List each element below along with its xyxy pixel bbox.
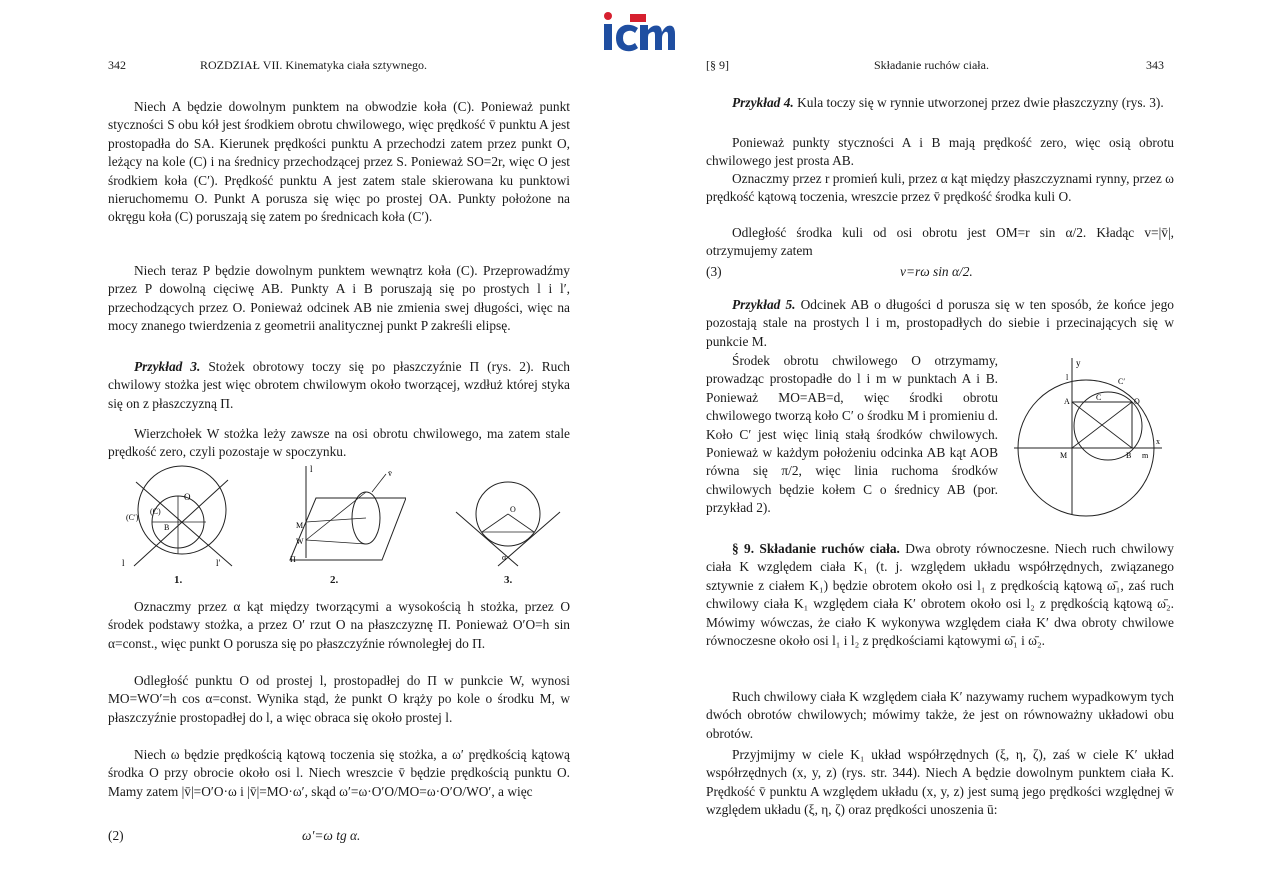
svg-text:l: l — [1066, 373, 1069, 382]
svg-text:C: C — [1096, 393, 1102, 402]
right-page-header — [706, 58, 1174, 80]
right-page — [706, 58, 1174, 818]
svg-text:B: B — [1126, 451, 1132, 460]
svg-text:l: l — [310, 464, 313, 474]
svg-text:O: O — [184, 492, 191, 502]
svg-text:A: A — [1064, 397, 1070, 406]
example-label: Przykład 3. — [134, 359, 201, 374]
paragraph: Niech ω będzie prędkością kątową toczenia się stożka, a ω′ prędkością kątową środka O przy obrocie około osi l. Niech wreszcie v̄ będzie prędkością punktu O. Mamy zatem |v̄|=O′O·ω i |v̄|=MO·ω′, skąd ω′=ω·O′O/MO=ω·O′O/WO′, a więc — [108, 747, 570, 799]
figure-3-diagram — [452, 462, 562, 572]
section-marker: [§ 9] — [706, 58, 729, 72]
paragraph: Niech A będzie dowolnym punktem na obwodzie koła (C). Ponieważ punkt styczności S obu kół jest środkiem obrotu chwilowego, więc prędkość v̄ punktu A jest prostopadła do SA. Kierunek prędkości punktu A przechodzi zatem przez punkt O, leżący na kole (C) i na średnicy przechodzącej przez S. Ponieważ SO=2r, więc O jest środkiem koła (C′). Prędkość punktu A jest zatem stale skierowana ku punktowi nieruchomemu O. Punkt A porusza się więc po prostej OA. Punkty położone na okręgu koła (C) poruszają się zatem po średnicach koła (C′). — [108, 99, 570, 225]
right-page-number: 343 — [1146, 58, 1164, 72]
svg-text:O: O — [510, 505, 516, 514]
svg-text:Π: Π — [290, 555, 296, 564]
svg-text:v̄: v̄ — [388, 469, 392, 478]
svg-text:x: x — [1156, 437, 1160, 446]
section-paragraph — [706, 540, 1174, 650]
figure-1-diagram — [116, 462, 236, 572]
section-text: Dwa obroty równoczesne. Niech ruch chwilowy ciała K względem ciała K₁ (t. j. względem układu współrzędnych, związanego sztywnie z ciałem K₁) będzie obrotem około osi l₁ z prędkością kątową ω̄₁, zaś ruch chwilowy ciała K₁ względem ciała K′ obrotem około osi l₂ z prędkością kątową ω̄₂. Mówimy wówczas, że ciało K wykonywa względem ciała K′ dwa obroty chwilowe równoczesne około osi l₁ i l₂ z prędkościami kątowymi ω̄₁ i ω̄₂. — [706, 541, 1174, 649]
paragraph: Wierzchołek W stożka leży zawsze na osi obrotu chwilowego, ma zatem stale prędkość zero, czyli pozostaje w spoczynku. — [108, 426, 570, 460]
section-heading: § 9. Składanie ruchów ciała. — [732, 541, 900, 556]
equation: ω′=ω tg α. — [302, 828, 361, 843]
paragraph: Oznaczmy przez α kąt między tworzącymi a wysokością h stożka, przez O środek podstawy stożka, a przez O′ rzut O na płaszczyznę Π. Ponieważ O′O=h sin α=const., więc punkt O porusza się po płaszczyźnie równoległej do Π. — [108, 599, 570, 651]
left-page — [108, 58, 570, 843]
equation-number: (2) — [108, 828, 124, 843]
example-text: Odcinek AB o długości d porusza się w ten sposób, że końce jego pozostają stale na prostych l i m, prostopadłych do siebie i przecinających się w punkcie M. — [706, 297, 1174, 349]
svg-text:m: m — [1142, 451, 1149, 460]
paragraph: Ruch chwilowy ciała K względem ciała K′ nazywamy ruchem wypadkowym tych dwóch obrotów chwilowych; mówimy także, że jest on równoważny układowi obu obrotów. — [706, 689, 1174, 741]
right-page-running-title: Składanie ruchów ciała. — [874, 58, 989, 72]
equation-number: (3) — [706, 264, 722, 279]
svg-text:M: M — [1060, 451, 1068, 460]
paragraph: Niech teraz P będzie dowolnym punktem wewnątrz koła (C). Przeprowadźmy przez P dowolną cięciwę AB. Punkty A i B poruszają się po prostych l i l′, przechodzących przez O. Ponieważ odcinek AB nie zmienia swej długości, więc na mocy znanego twierdzenia z geometrii analitycznej punkt P zakreśli elipsę. — [108, 263, 570, 334]
svg-text:W: W — [296, 537, 304, 546]
paragraph: Oznaczmy przez r promień kuli, przez α kąt między płaszczyznami rynny, przez ω prędkość kątową toczenia, wreszcie przez v̄ prędkość środka kuli O. — [706, 171, 1174, 205]
svg-text:l: l — [122, 558, 125, 568]
equation: v=rω sin α/2. — [900, 264, 973, 279]
paragraph: Środek obrotu chwilowego O otrzymamy, prowadząc prostopadłe do l i m w punktach A i B. Ponieważ MO=AB=d, więc środki obrotu chwilowego tworzą koło C′ o środku M i promieniu d. Koło C′ jest więc linią stałą środków chwilowych. Ponieważ w każdym położeniu odcinka AB kąt AOB równa się π/2, więc linia ruchoma środków chwilowych będzie kołem C o średnicy AB (por. przykład 2). — [706, 353, 998, 516]
figure-caption: 2. — [330, 574, 339, 586]
figure-caption: 1. — [174, 574, 183, 586]
paragraph: Przyjmijmy w ciele K₁ układ współrzędnych (ξ, η, ζ), zaś w ciele K′ układ współrzędnych (x, y, z) (rys. str. 344). Niech A będzie dowolnym punktem ciała K. Prędkość v̄ punktu A względem układu (x, y, z) jest sumą jego prędkości względnej w̄ względem układu (ξ, η, ζ) oraz prędkości unoszenia ū: — [706, 747, 1174, 818]
example-label: Przykład 5. — [732, 297, 796, 312]
paragraph: Odległość punktu O od prostej l, prostopadłej do Π w punkcie W, wynosi MO=WO′=h cos α=const. Wynika stąd, że punkt O krąży po kole o środku M, w płaszczyźnie prostopadłej do l, a więc obraca się około prostej l. — [108, 673, 570, 725]
left-page-number: 342 — [108, 58, 126, 72]
svg-text:α: α — [502, 553, 507, 562]
paragraph: Odległość środka kuli od osi obrotu jest OM=r sin α/2. Kładąc v=|v̄|, otrzymujemy zatem — [706, 225, 1174, 259]
example-label: Przykład 4. — [732, 95, 794, 110]
left-page-running-title: ROZDZIAŁ VII. Kinematyka ciała sztywnego. — [200, 58, 428, 72]
example-paragraph — [706, 296, 1174, 351]
svg-text:l′: l′ — [216, 558, 221, 568]
svg-text:M: M — [296, 521, 304, 530]
example-text: Kula toczy się w rynnie utworzonej przez dwie płaszczyzny (rys. 3). — [797, 95, 1164, 110]
figure-caption: 3. — [504, 574, 513, 586]
svg-text:(C): (C) — [150, 507, 161, 516]
svg-text:O: O — [1134, 397, 1140, 406]
svg-text:y: y — [1076, 358, 1081, 368]
figure-circle-diagram — [1012, 354, 1174, 518]
figure-2-diagram — [276, 462, 406, 572]
svg-text:C′: C′ — [1118, 377, 1126, 386]
svg-text:(C′): (C′) — [126, 513, 139, 522]
example-text: Stożek obrotowy toczy się po płaszczyźnie Π (rys. 2). Ruch chwilowy stożka jest więc obrotem chwilowym około tworzącej, wzdłuż której styka się on z płaszczyzną Π. — [108, 359, 570, 411]
svg-text:B: B — [164, 523, 170, 532]
left-page-header — [108, 58, 570, 80]
example-paragraph — [108, 358, 570, 413]
example-paragraph — [706, 94, 1174, 112]
icm-logo — [598, 8, 676, 56]
paragraph: Ponieważ punkty styczności A i B mają prędkość zero, więc osią obrotu chwilowego jest prosta AB. — [706, 135, 1174, 169]
